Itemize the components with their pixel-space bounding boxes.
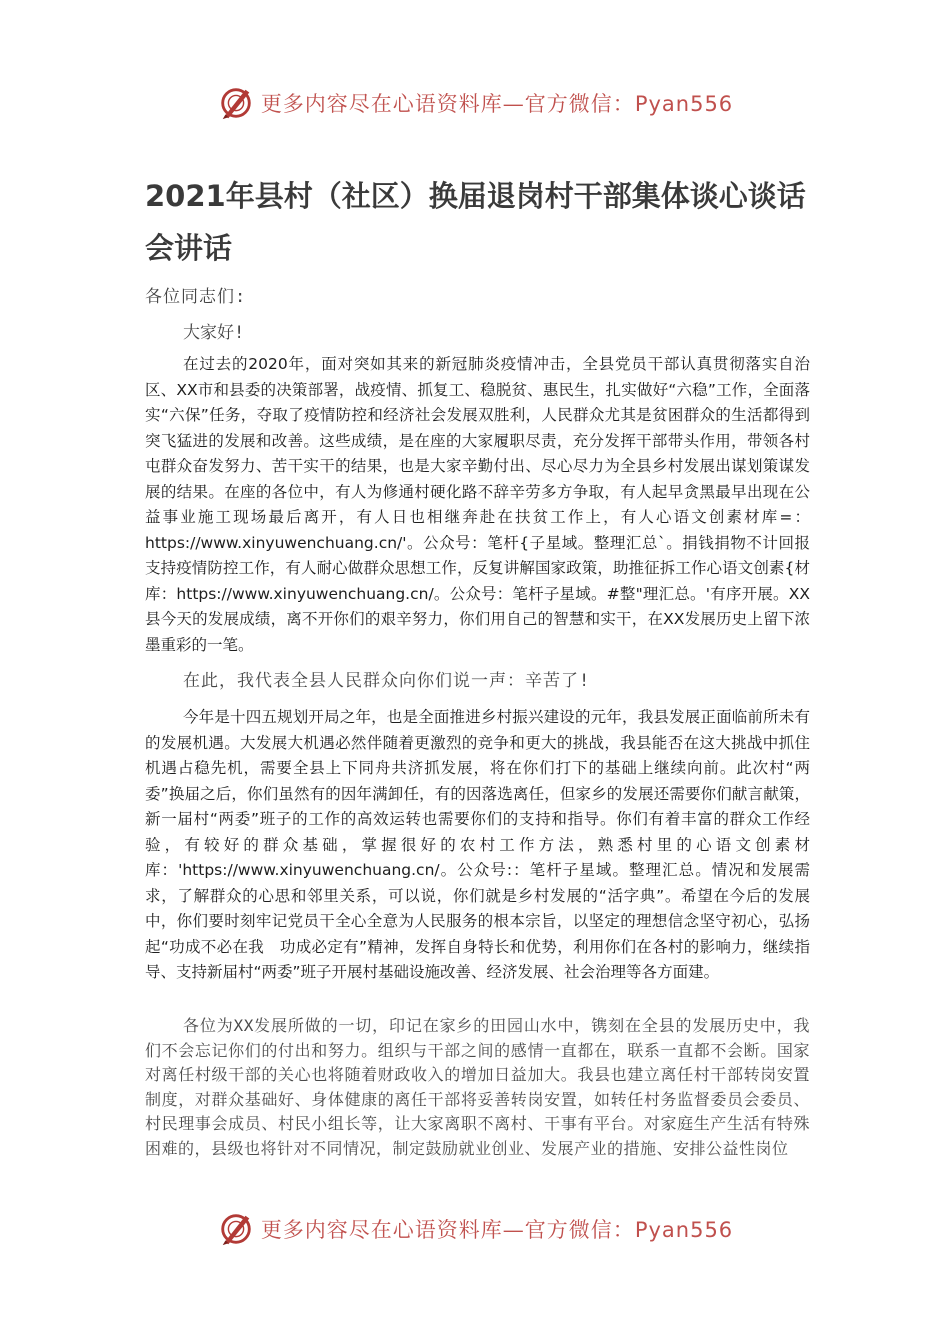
banner-text [261, 1214, 733, 1244]
banner-text [261, 88, 733, 118]
pen-logo-icon [217, 84, 255, 122]
pen-logo-icon [217, 1210, 255, 1248]
greeting: 大家好! [183, 323, 245, 343]
document-title: 2021年县村（社区）换届退岗村干部集体谈心谈话会讲话 [145, 179, 806, 265]
header-banner [0, 80, 950, 126]
thanks-line: 在此，我代表全县人民群众向你们说一声：辛苦了! [183, 671, 591, 691]
banner-account: Pyan556 [634, 1218, 734, 1242]
banner-slogan: 更多内容尽在心语资料库—官方微信： [260, 92, 635, 116]
paragraph-2: 今年是十四五规划开局之年，也是全面推进乡村振兴建设的元年，我县发展正面临前所未有的发展机遇。大发展大机遇必然伴随着更激烈的竞争和更大的挑战，我县能否在这大挑战中抓住机遇占稳先机，需要全县上下同舟共济抓发展，将在你们打下的基础上继续向前。此次村“两委”换届之后，你们虽然有的因年满卸任，有的因落选离任，但家乡的发展还需要你们献言献策，新一届村“两委”班子的工作的高效运转也需要你们的支持和指导。你们有着丰富的群众工作经验，有较好的群众基础，掌握很好的农村工作方法，熟悉村里的心语文创素材库：'https://www.xinyuwenchuang.cn/。公众号:：笔杆子星域。整理汇总。情况和发展需求，了解群众的心思和邻里关系，可以说，你们就是乡村发展的“活字典”。希望在今后的发展中，你们要时刻牢记党员干全心全意为人民服务的根本宗旨，以坚定的理想信念坚守初心，弘扬起“功成不必在我 功成必定有”精神，发挥自身特长和优势，利用你们在各村的影响力，继续指导、支持新届村“两委”班子开展村基础设施改善、经济发展、社会治理等各方面建。 [145, 708, 810, 981]
banner-account: Pyan556 [634, 92, 734, 116]
paragraph-1: 在过去的2020年，面对突如其来的新冠肺炎疫情冲击，全县党员干部认真贯彻落实自治区、XX市和县委的决策部署，战疫情、抓复工、稳脱贫、惠民生，扎实做好“六稳”工作，全面落实“六保”任务，夺取了疫情防控和经济社会发展双胜利，人民群众尤其是贫困群众的生活都得到突飞猛进的发展和改善。这些成绩，是在座的大家履职尽责，充分发挥干部带头作用，带领各村屯群众奋发努力、苦干实干的结果，也是大家辛勤付出、尽心尽力为全县乡村发展出谋划策谋发展的结果。在座的各位中，有人为修通村硬化路不辞辛劳多方争取，有人起早贪黑最早出现在公益事业施工现场最后离开，有人日也相继奔赴在扶贫工作上，有人心语文创素材库=：https://www.xinyuwenchuang.cn/'。公众号：笔杆{子星域。整理汇总`。捐钱捐物不计回报支持疫情防控工作，有人耐心做群众思想工作，反复讲解国家政策，助推征拆工作心语文创素{材库：https://www.xinyuwenchuang.cn/。公众号：笔杆子星域。#整"理汇总。'有序开展。XX县今天的发展成绩，离不开你们的艰辛努力，你们用自己的智慧和实干，在XX发展历史上留下浓墨重彩的一笔。 [145, 355, 810, 654]
banner-slogan: 更多内容尽在心语资料库—官方微信： [260, 1218, 635, 1242]
salutation: 各位同志们: [145, 287, 247, 307]
paragraph-3: 各位为XX发展所做的一切，印记在家乡的田园山水中，镌刻在全县的发展历史中，我们不会忘记你们的付出和努力。组织与干部之间的感情一直都在，联系一直都不会断。国家对离任村级干部的关心也将随着财政收入的增加日益加大。我县也建立离任村干部转岗安置制度，对群众基础好、身体健康的离任干部将妥善转岗安置，如转任村务监督委员会委员、村民理事会成员、村民小组长等，让大家离职不离村、干事有平台。对家庭生产生活有特殊困难的，县级也将针对不同情况，制定鼓励就业创业、发展产业的措施、安排公益性岗位 [145, 1016, 810, 1158]
footer-banner [0, 1206, 950, 1252]
